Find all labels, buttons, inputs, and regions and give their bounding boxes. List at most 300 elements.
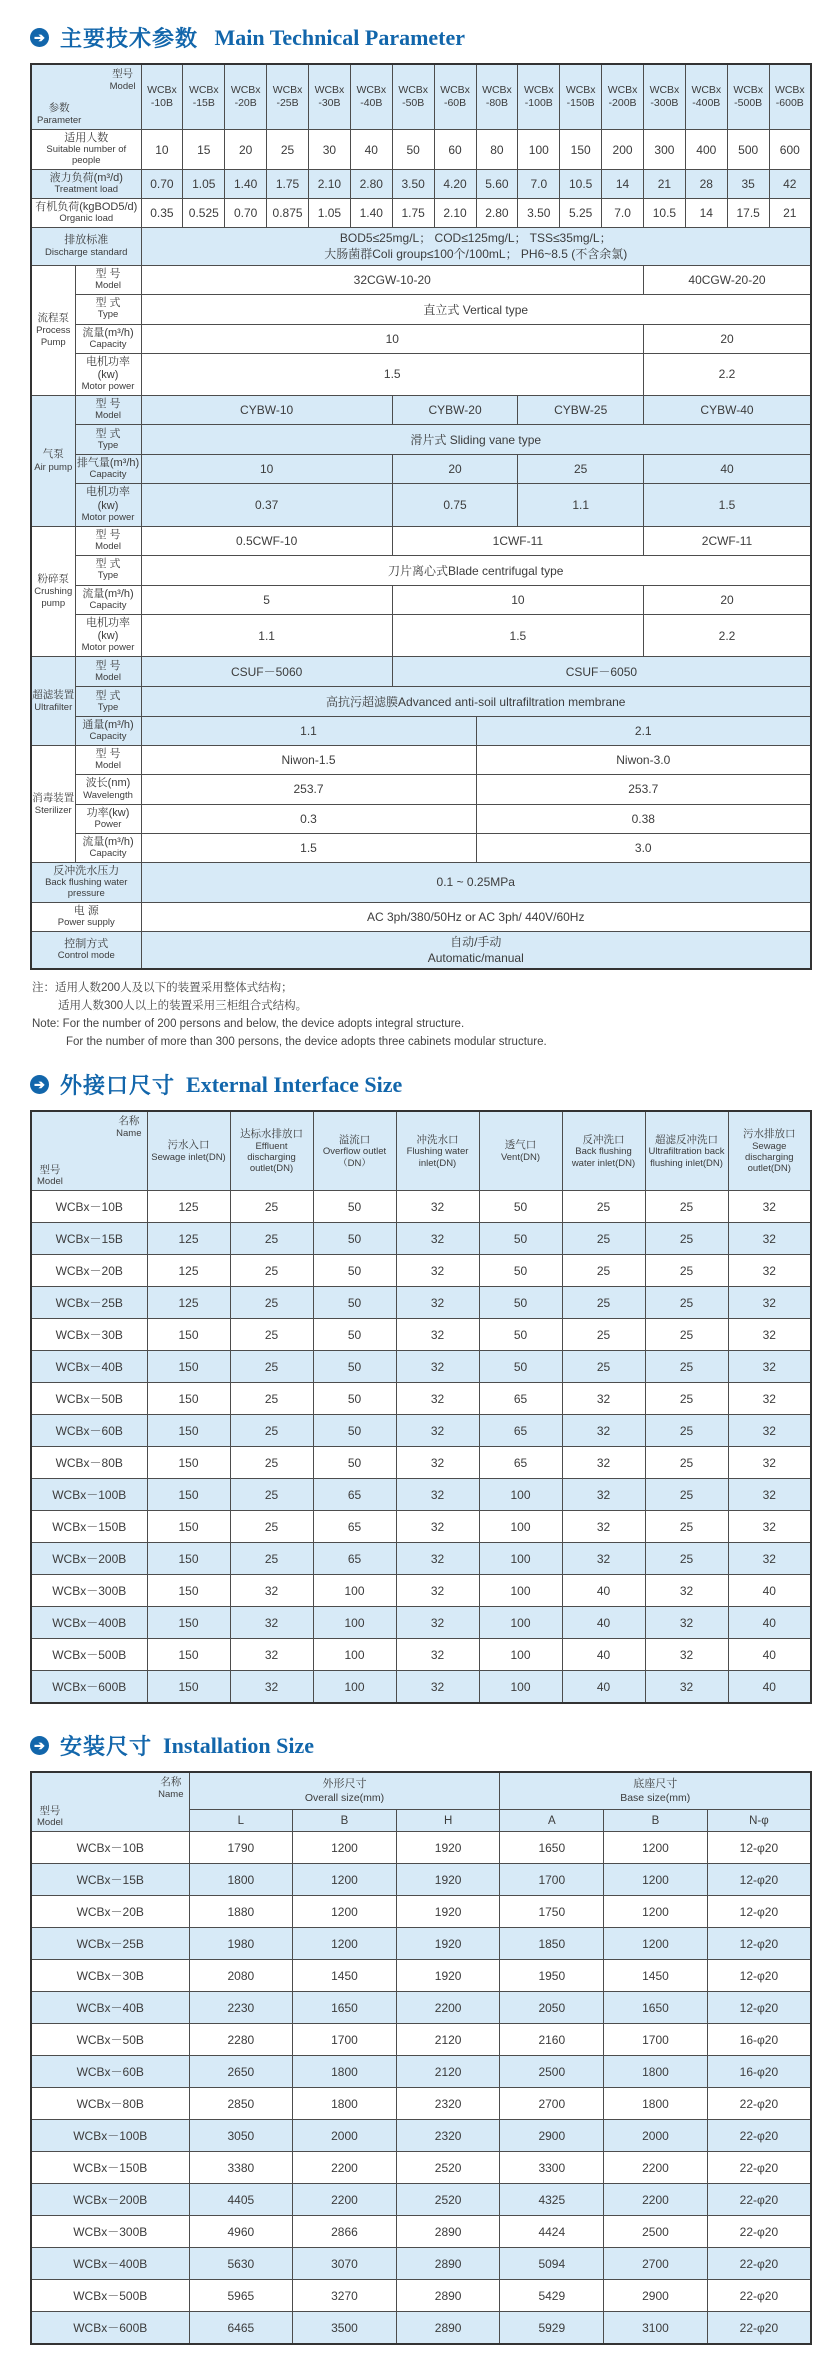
model-cell: WCBx－50B <box>31 2024 189 2056</box>
value-cell: 12-φ20 <box>707 1960 811 1992</box>
column-header <box>313 1111 396 1191</box>
value-cell: 50 <box>479 1287 562 1319</box>
model-suffix: -40B <box>360 97 383 109</box>
row-label-cn: 型 式 <box>95 427 121 440</box>
model-prefix: WCBx <box>230 84 261 97</box>
table-row <box>31 585 811 614</box>
column-header-cn: 反冲洗口 <box>582 1133 625 1146</box>
value-cell: 1920 <box>396 1896 500 1928</box>
arrow-bullet-icon: ➔ <box>30 1075 49 1094</box>
value-cell: 2.2 <box>644 353 812 395</box>
value-cell: 1.1 <box>141 717 476 746</box>
value-cell: 2200 <box>293 2184 397 2216</box>
model-column-header <box>183 64 225 130</box>
value-cell: 50 <box>479 1223 562 1255</box>
group-label-en: Crushing pump <box>34 586 73 609</box>
sub-column-header: B <box>604 1809 708 1832</box>
value-cell: 1650 <box>500 1832 604 1864</box>
table-row <box>31 2216 811 2248</box>
table-row <box>31 1607 811 1639</box>
value-cell: 10 <box>141 324 644 353</box>
diagonal-corner-cell <box>31 1772 189 1832</box>
column-header <box>645 1111 728 1191</box>
value-cell: 2.2 <box>644 614 812 656</box>
value-cell: 200 <box>602 130 644 170</box>
section-title-installation-size <box>30 1730 812 1761</box>
value-cell: 21 <box>644 170 686 199</box>
value-cell: 4424 <box>500 2216 604 2248</box>
column-header-cn: 污水排放口 <box>743 1128 796 1141</box>
corner-bottom-en: Parameter <box>37 114 82 126</box>
value-cell: 1800 <box>604 2056 708 2088</box>
group-label <box>31 746 75 862</box>
value-cell: 2850 <box>189 2088 293 2120</box>
model-column-header <box>309 64 351 130</box>
value-cell: 150 <box>147 1415 230 1447</box>
value-cell: 25 <box>230 1415 313 1447</box>
sub-row-label <box>75 455 141 484</box>
row-label-cn: 排气量(m³/h) <box>76 457 140 470</box>
value-cell: 65 <box>479 1383 562 1415</box>
model-cell: WCBx－25B <box>31 1287 147 1319</box>
value-cell: 12-φ20 <box>707 1832 811 1864</box>
model-suffix: -300B <box>650 97 679 109</box>
value-cell: 1750 <box>500 1896 604 1928</box>
model-cell: WCBx－50B <box>31 1383 147 1415</box>
table-row <box>31 614 811 656</box>
table-header-row <box>31 1772 811 1809</box>
value-cell: 0.875 <box>267 199 309 228</box>
value-cell: 3.0 <box>476 833 811 862</box>
value-cell: 150 <box>147 1671 230 1704</box>
value-cell: 32 <box>728 1223 811 1255</box>
value-cell: 25 <box>230 1287 313 1319</box>
value-cell: 25 <box>645 1319 728 1351</box>
corner-bottom-label <box>37 1164 63 1188</box>
table-row <box>31 862 811 902</box>
value-cell: 20 <box>225 130 267 170</box>
group-label-en: Ultrafilter <box>34 701 73 713</box>
value-cell: 1.40 <box>350 199 392 228</box>
value-cell: 253.7 <box>141 775 476 804</box>
group-label-cn: 粉碎泵 <box>37 572 69 585</box>
value-cell: 1950 <box>500 1960 604 1992</box>
value-cell: 14 <box>685 199 727 228</box>
table-row <box>31 775 811 804</box>
model-column-header <box>727 64 769 130</box>
value-cell: 32 <box>562 1479 645 1511</box>
model-cell: WCBx－60B <box>31 2056 189 2088</box>
value-cell: 15 <box>183 130 225 170</box>
table-row <box>31 1415 811 1447</box>
value-cell: 25 <box>230 1543 313 1575</box>
external-interface-size-table <box>30 1110 812 1704</box>
model-suffix: -200B <box>608 97 637 109</box>
value-cell: 50 <box>479 1319 562 1351</box>
row-label-cn: 排放标准 <box>64 234 109 247</box>
table-row <box>31 2024 811 2056</box>
sub-row-label <box>75 265 141 294</box>
value-cell: 7.0 <box>518 170 560 199</box>
value-cell: 32 <box>562 1543 645 1575</box>
value-cell: 25 <box>645 1511 728 1543</box>
row-label-en: Wavelength <box>83 789 133 801</box>
value-cell: 32 <box>396 1639 479 1671</box>
value-cell: AC 3ph/380/50Hz or AC 3ph/ 440V/60Hz <box>141 902 811 931</box>
row-label-en: Type <box>97 701 119 713</box>
model-column-header <box>141 64 183 130</box>
arrow-bullet-icon: ➔ <box>30 1736 49 1755</box>
value-cell: 40 <box>350 130 392 170</box>
model-cell: WCBx－80B <box>31 1447 147 1479</box>
row-label-en: Model <box>95 540 121 552</box>
value-cell: 32 <box>728 1287 811 1319</box>
column-header-cn: 污水入口 <box>167 1139 210 1152</box>
model-cell: WCBx－150B <box>31 2152 189 2184</box>
table-row <box>31 2056 811 2088</box>
value-cell: 3380 <box>189 2152 293 2184</box>
model-suffix: -600B <box>775 97 804 109</box>
row-label-cn: 型 号 <box>95 748 121 761</box>
value-cell: 150 <box>147 1607 230 1639</box>
column-header <box>230 1111 313 1191</box>
model-column-header <box>350 64 392 130</box>
sub-column-header: A <box>500 1809 604 1832</box>
sub-row-label <box>75 585 141 614</box>
value-cell: 150 <box>147 1575 230 1607</box>
model-prefix: WCBx <box>649 84 680 97</box>
sub-column-header: N-φ <box>707 1809 811 1832</box>
group-label-cn: 消毒装置 <box>32 791 75 804</box>
table-row <box>31 228 811 265</box>
table-row <box>31 1864 811 1896</box>
column-group-en: Base size(mm) <box>620 1791 691 1804</box>
row-label-en: Motor power <box>81 381 135 393</box>
value-cell: 1.05 <box>309 199 351 228</box>
value-cell: 32 <box>396 1191 479 1223</box>
value-cell: 6465 <box>189 2312 293 2345</box>
value-cell: 150 <box>147 1543 230 1575</box>
table-row <box>31 265 811 294</box>
value-cell: 2000 <box>293 2120 397 2152</box>
column-header-en: Back flushing water inlet(DN) <box>571 1146 636 1169</box>
value-line: BOD5≤25mg/L； COD≤125mg/L； TSS≤35mg/L； <box>339 231 612 246</box>
value-cell: 25 <box>645 1543 728 1575</box>
value-cell: 2520 <box>396 2152 500 2184</box>
sub-column-header: B <box>293 1809 397 1832</box>
value-cell: 2.10 <box>309 170 351 199</box>
group-label <box>31 396 75 527</box>
value-cell: 40 <box>644 455 812 484</box>
value-cell: 2890 <box>396 2312 500 2345</box>
row-label-en: Capacity <box>89 847 127 859</box>
row-label <box>31 862 141 902</box>
value-cell: 25 <box>645 1447 728 1479</box>
table-row <box>31 1319 811 1351</box>
row-label-cn: 流量(m³/h) <box>82 326 134 339</box>
column-header <box>479 1111 562 1191</box>
value-cell: 32 <box>728 1479 811 1511</box>
value-cell: 20 <box>644 585 812 614</box>
value-cell <box>141 228 811 265</box>
value-cell: 42 <box>769 170 811 199</box>
value-cell: 50 <box>313 1223 396 1255</box>
table-row <box>31 1255 811 1287</box>
value-cell: 2120 <box>396 2056 500 2088</box>
value-cell: 32 <box>230 1607 313 1639</box>
model-prefix: WCBx <box>565 84 596 97</box>
table-row <box>31 2248 811 2280</box>
model-cell: WCBx－80B <box>31 2088 189 2120</box>
value-cell: 65 <box>313 1543 396 1575</box>
row-label-cn: 流量(m³/h) <box>82 587 134 600</box>
value-cell: 125 <box>147 1255 230 1287</box>
column-header-en: Flushing water inlet(DN) <box>406 1146 469 1169</box>
row-label-cn: 控制方式 <box>64 937 109 950</box>
value-cell: 50 <box>313 1447 396 1479</box>
value-cell: 5929 <box>500 2312 604 2345</box>
value-cell: 32 <box>728 1543 811 1575</box>
value-cell: CSUF－6050 <box>392 657 811 687</box>
model-prefix: WCBx <box>774 84 805 97</box>
table-row <box>31 657 811 687</box>
table-row <box>31 1351 811 1383</box>
value-cell: 65 <box>313 1511 396 1543</box>
value-cell: 1450 <box>293 1960 397 1992</box>
value-cell: 1200 <box>604 1832 708 1864</box>
sub-row-label <box>75 775 141 804</box>
model-prefix: WCBx <box>398 84 429 97</box>
row-label-en: Type <box>97 439 119 451</box>
column-header-cn: 达标水排放口 <box>240 1128 303 1141</box>
model-suffix: -60B <box>443 97 467 109</box>
value-cell: 3500 <box>293 2312 397 2345</box>
value-cell: 100 <box>479 1639 562 1671</box>
model-cell: WCBx－300B <box>31 2216 189 2248</box>
model-cell: WCBx－150B <box>31 1511 147 1543</box>
value-cell: 17.5 <box>727 199 769 228</box>
value-cell: 2160 <box>500 2024 604 2056</box>
value-cell: 50 <box>313 1383 396 1415</box>
value-cell: 32 <box>645 1575 728 1607</box>
value-cell: 100 <box>518 130 560 170</box>
column-group-header <box>189 1772 500 1809</box>
value-cell: 2200 <box>604 2184 708 2216</box>
value-cell: 0.525 <box>183 199 225 228</box>
value-cell: 22-φ20 <box>707 2152 811 2184</box>
row-label-cn: 型 式 <box>95 558 121 571</box>
row-label-cn: 功率(kw) <box>86 806 130 819</box>
sub-column-header: L <box>189 1809 293 1832</box>
value-cell: 16-φ20 <box>707 2056 811 2088</box>
sub-row-label <box>75 425 141 455</box>
value-cell: 100 <box>479 1479 562 1511</box>
value-cell: 50 <box>479 1191 562 1223</box>
row-label-en: Organic load <box>59 213 114 225</box>
model-prefix: WCBx <box>440 84 470 97</box>
row-label <box>31 902 141 931</box>
value-cell: 32 <box>396 1575 479 1607</box>
value-cell: 12-φ20 <box>707 1896 811 1928</box>
table-row <box>31 1511 811 1543</box>
value-cell: 1850 <box>500 1928 604 1960</box>
row-label-en: Discharge standard <box>45 246 128 258</box>
value-cell: 3100 <box>604 2312 708 2345</box>
table-row <box>31 687 811 717</box>
model-cell: WCBx－600B <box>31 1671 147 1704</box>
value-cell: 7.0 <box>602 199 644 228</box>
table-row <box>31 1896 811 1928</box>
value-cell: 32 <box>396 1351 479 1383</box>
value-cell: 32 <box>645 1607 728 1639</box>
value-cell: 1650 <box>293 1992 397 2024</box>
corner-bottom-cn: 型号 <box>39 1804 61 1817</box>
table-row <box>31 2280 811 2312</box>
model-prefix: WCBx <box>691 84 722 97</box>
group-label <box>31 526 75 657</box>
row-label-en: Control mode <box>57 950 115 962</box>
table-row <box>31 484 811 526</box>
table-row <box>31 396 811 425</box>
value-cell: 2.1 <box>476 717 811 746</box>
row-label-cn: 通量(m³/h) <box>82 719 134 732</box>
value-cell: 2200 <box>293 2152 397 2184</box>
row-label-cn: 型 号 <box>95 267 121 280</box>
model-prefix: WCBx <box>314 84 345 97</box>
row-label-en: Model <box>95 671 121 683</box>
table-row <box>31 746 811 775</box>
row-label <box>31 199 141 228</box>
row-label-en: Model <box>95 410 121 422</box>
value-cell: 2200 <box>604 2152 708 2184</box>
value-cell: 22-φ20 <box>707 2120 811 2152</box>
value-cell: 1650 <box>604 1992 708 2024</box>
value-cell: 40 <box>728 1575 811 1607</box>
row-label-cn: 波长(nm) <box>85 777 131 790</box>
value-cell: 2200 <box>396 1992 500 2024</box>
value-cell: 12-φ20 <box>707 1992 811 2024</box>
column-header <box>562 1111 645 1191</box>
table-header-row <box>31 64 811 130</box>
table-header-row <box>31 1111 811 1191</box>
model-cell: WCBx－15B <box>31 1223 147 1255</box>
value-cell: 40 <box>562 1671 645 1704</box>
column-group-cn: 底座尺寸 <box>633 1777 678 1790</box>
value-cell: 12-φ20 <box>707 1864 811 1896</box>
model-column-header <box>644 64 686 130</box>
value-cell: 1.40 <box>225 170 267 199</box>
sub-row-label <box>75 746 141 775</box>
sub-row-label <box>75 657 141 687</box>
corner-bottom-en: Model <box>37 1176 63 1188</box>
value-cell: 500 <box>727 130 769 170</box>
column-group-en: Overall size(mm) <box>304 1791 385 1804</box>
model-cell: WCBx－60B <box>31 1415 147 1447</box>
value-cell: 10.5 <box>644 199 686 228</box>
table-row <box>31 1191 811 1223</box>
value-cell: 25 <box>645 1255 728 1287</box>
value-cell: 12-φ20 <box>707 1928 811 1960</box>
value-cell: 125 <box>147 1223 230 1255</box>
group-label-en: Sterilizer <box>34 804 72 816</box>
value-cell: 50 <box>313 1319 396 1351</box>
sub-row-label <box>75 324 141 353</box>
table-row <box>31 1928 811 1960</box>
group-label-en: Process Pump <box>36 325 71 348</box>
value-cell: 0.70 <box>141 170 183 199</box>
value-cell: 1920 <box>396 1864 500 1896</box>
table-row <box>31 833 811 862</box>
value-cell: 4960 <box>189 2216 293 2248</box>
value-cell: 0.35 <box>141 199 183 228</box>
model-column-header <box>225 64 267 130</box>
row-label-en: Motor power <box>81 642 135 654</box>
value-cell: 150 <box>147 1383 230 1415</box>
value-cell: 22-φ20 <box>707 2184 811 2216</box>
row-label-en: Motor power <box>81 511 135 523</box>
column-header-cn: 溢流口 <box>338 1133 371 1146</box>
row-label <box>31 931 141 969</box>
value-cell: 25 <box>645 1415 728 1447</box>
value-cell: 10.5 <box>560 170 602 199</box>
diagonal-corner-cell <box>31 1111 147 1191</box>
section-title-en: Main Technical Parameter <box>209 24 466 50</box>
model-suffix: -500B <box>734 97 763 109</box>
model-suffix: -30B <box>318 97 341 109</box>
row-label-cn: 电机功率(kw) <box>86 355 130 382</box>
value-cell: 16-φ20 <box>707 2024 811 2056</box>
model-suffix: -50B <box>402 97 425 109</box>
value-cell: 150 <box>147 1447 230 1479</box>
value-cell: 1.75 <box>392 199 434 228</box>
value-cell: 1920 <box>396 1832 500 1864</box>
model-column-header <box>267 64 309 130</box>
value-cell: Niwon-1.5 <box>141 746 476 775</box>
value-cell: 25 <box>562 1351 645 1383</box>
table-row <box>31 170 811 199</box>
value-cell: 40 <box>728 1607 811 1639</box>
corner-top-en: Name <box>116 1128 142 1140</box>
value-cell: 65 <box>479 1447 562 1479</box>
model-cell: WCBx－500B <box>31 2280 189 2312</box>
value-cell: 100 <box>479 1575 562 1607</box>
value-cell: 2280 <box>189 2024 293 2056</box>
value-cell: 0.37 <box>141 484 392 526</box>
value-cell: 4405 <box>189 2184 293 2216</box>
value-cell: 40 <box>562 1607 645 1639</box>
value-cell: 50 <box>313 1191 396 1223</box>
corner-top-label <box>116 1115 141 1139</box>
model-column-header <box>476 64 518 130</box>
value-cell: 0.3 <box>141 804 476 833</box>
model-suffix: -15B <box>192 97 215 109</box>
value-cell: 100 <box>479 1543 562 1575</box>
row-label <box>31 228 141 265</box>
value-cell: 32 <box>562 1383 645 1415</box>
value-cell: 1800 <box>189 1864 293 1896</box>
row-label-en: Capacity <box>89 338 127 350</box>
value-cell: 1200 <box>293 1864 397 1896</box>
row-label-en: Model <box>95 279 121 291</box>
table-row <box>31 1960 811 1992</box>
value-cell: 150 <box>560 130 602 170</box>
model-column-header <box>602 64 644 130</box>
row-label-en: Type <box>97 570 119 582</box>
value-cell: 20 <box>392 455 518 484</box>
value-cell: 22-φ20 <box>707 2088 811 2120</box>
value-cell: 0.5CWF-10 <box>141 526 392 555</box>
value-cell: 32 <box>396 1223 479 1255</box>
